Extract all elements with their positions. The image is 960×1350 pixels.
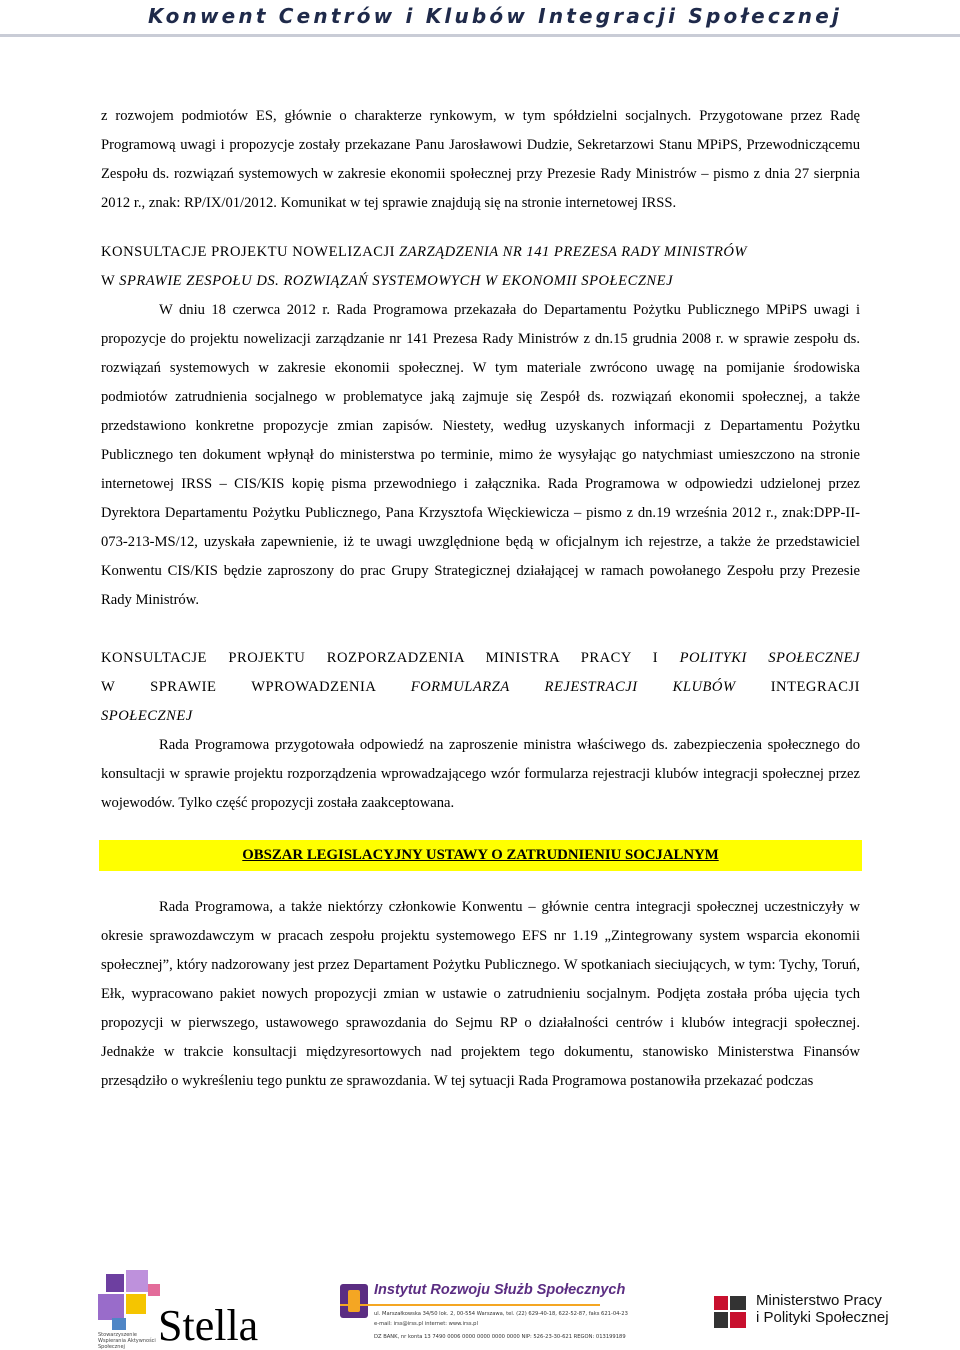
ministry-emblem-icon <box>710 1290 750 1332</box>
section-heading-rozporzadzenie-line3: SPOŁECZNEJ <box>101 708 193 724</box>
heading-part: W SPRAWIE WPROWADZENIA <box>101 679 411 695</box>
ministry-name <box>756 1292 889 1326</box>
paragraph-nowelizacja: W dniu 18 czerwca 2012 r. Rada Programowa przekazała do Departamentu Pożytku Publicznego MPiPS uwagi i propozycje do projektu nowelizacji zarządzanie nr 141 Prezesa Rady Ministrów z dn.15 grudnia 2008 r. w sprawie zespołu ds. rozwiązań systemowych w zakresie ekonomii społecznej. W tym materiale zwrócono uwagę na pomijanie środowiska podmiotów zatrudnienia socjalnego w problematyce jaką zajmuje się Zespół ds. rozwiązań ekonomii społecznej, a także przedstawiono konkretne propozycje zmian zapisów. Niestety, według uzyskanych informacji z Departamentu Pożytku Publicznego ten dokument wpłynął do ministerstwa po terminie, mimo że wysyłając go natychmiast umieszczono na stronie internetowej IRSS – CIS/KIS kopię pisma przewodniego i załącznika. Rada Programowa w odpowiedzi udzielonej przez Dyrektora Departamentu Pożytku Publicznego, Pana Krzysztofa Więckiewicza – pismo z dn.19 września 2012 r., znak:DPP-II-073-213-MS/12, uzyskała zapewnienie, iż te uwagi uwzględnione będą w oficjalnym ich rejestrze, a także że przedstawiciel Konwentu CIS/KIS będzie zaproszony do prac Grupy Strategicznej działającej w ramach powołanego Zespołu przy Prezesie Rady Ministrów. <box>101 302 860 608</box>
heading-part: W <box>101 273 120 289</box>
irss-bank: DZ BANK, nr konta 13 7490 0006 0000 0000 0000 0000 NIP: 526-23-30-621 REGON: 013199189 <box>374 1334 626 1340</box>
heading-part-italic: FORMULARZA REJESTRACJI KLUBÓW <box>410 679 736 695</box>
header-title: Konwent Centrów i Klubów Integracji Społecznej <box>148 4 843 28</box>
irss-title: Instytut Rozwoju Służb Społecznych <box>374 1282 626 1298</box>
irss-emblem-icon <box>340 1284 368 1318</box>
paragraph-rozporzadzenie: Rada Programowa przygotowała odpowiedź na zaproszenie ministra właściwego ds. zabezpieczenia społecznego do konsultacji w sprawie projektu rozporządzenia wprowadzającego wzór formularza rejestracji klubów integracji społecznej przez wojewodów. Tylko część propozycji została zaakceptowana. <box>101 737 860 811</box>
stella-logo <box>98 1270 288 1349</box>
section-heading-nowelizacja <box>101 238 860 296</box>
irss-divider <box>340 1304 600 1306</box>
section-banner-obszar: OBSZAR LEGISLACYJNY USTAWY O ZATRUDNIENIU SOCJALNYM <box>99 840 862 871</box>
paragraph-intro: z rozwojem podmiotów ES, głównie o charakterze rynkowym, w tym spółdzielni socjalnych. Przygotowane przez Radę Programową uwagi i propozycje zostały przekazane Panu Jarosławowi Dudzie, Sekretarzowi Stanu MPiPS, Przewodniczącemu Zespołu ds. rozwiązań systemowych w zakresie ekonomii społecznej przy Prezesie Rady Ministrów – pismo z dnia 27 sierpnia 2012 r., znak: RP/IX/01/2012. Komunikat w tej sprawie znajdują się na stronie internetowej IRSS. <box>101 108 860 211</box>
page-footer <box>0 1270 960 1349</box>
ministry-name-line2: i Polityki Społecznej <box>756 1309 889 1326</box>
paragraph-obszar: Rada Programowa, a także niektórzy członkowie Konwentu – głównie centra integracji społecznej uczestniczyły w okresie sprawozdawczym w pracach zespołu projektu systemowego EFS nr 1.19 „Zintegrowany system wsparcia ekonomii społecznej”, który nadzorowany jest przez Departament Pożytku Publicznego. W spotkaniach sieciujących, w tym: Tychy, Toruń, Ełk, wypracowano pakiet nowych propozycji zmian w ustawie o zatrudnieniu socjalnym. Podjęta została próba ujęcia tych propozycji w pierwszego, ustawowego sprawozdania do Sejmu RP o działalności centrów i klubów integracji społecznej. Jednakże w trakcie konsultacji międzyresortowych nad projektem tego dokumentu, stanowisko Ministerstwa Finansów przesądziło o wykreśleniu tego punktu ze sprawozdania. W tej sytuacji Rada Programowa postanowiła przekazać podczas <box>101 899 860 1089</box>
heading-part: KONSULTACJE PROJEKTU NOWELIZACJI <box>101 244 400 260</box>
document-body <box>101 102 860 1096</box>
heading-part-italic: SPRAWIE ZESPOŁU DS. ROZWIĄZAŃ SYSTEMOWYCH W EKONOMII SPOŁECZNEJ <box>119 273 674 289</box>
irss-contact: e-mail: irss@irss.pl internet: www.irss.pl <box>374 1321 478 1327</box>
stella-subtitle: Stowarzyszenie Wspierania Aktywności Społecznej <box>98 1332 156 1350</box>
stella-wordmark: Stella <box>158 1301 259 1350</box>
header-divider <box>0 34 960 37</box>
irss-address: ul. Marszałkowska 34/50 lok. 2, 00-554 Warszawa, tel. (22) 629-40-18, 622-52-87, faks 621-04-23 <box>374 1311 628 1317</box>
heading-part-italic: POLITYKI SPOŁECZNEJ <box>679 650 860 666</box>
heading-part: KONSULTACJE PROJEKTU ROZPORZADZENIA MINISTRA PRACY I <box>101 650 680 666</box>
ministry-name-line1: Ministerstwo Pracy <box>756 1292 882 1309</box>
irss-logo <box>340 1278 628 1348</box>
heading-part-italic: ZARZĄDZENIA NR 141 PREZESA RADY MINISTRÓW <box>399 244 748 260</box>
section-heading-rozporzadzenie <box>101 644 860 673</box>
ministry-logo <box>710 1286 889 1342</box>
section-heading-rozporzadzenie-line2 <box>101 673 860 702</box>
heading-part: INTEGRACJI <box>735 679 861 695</box>
